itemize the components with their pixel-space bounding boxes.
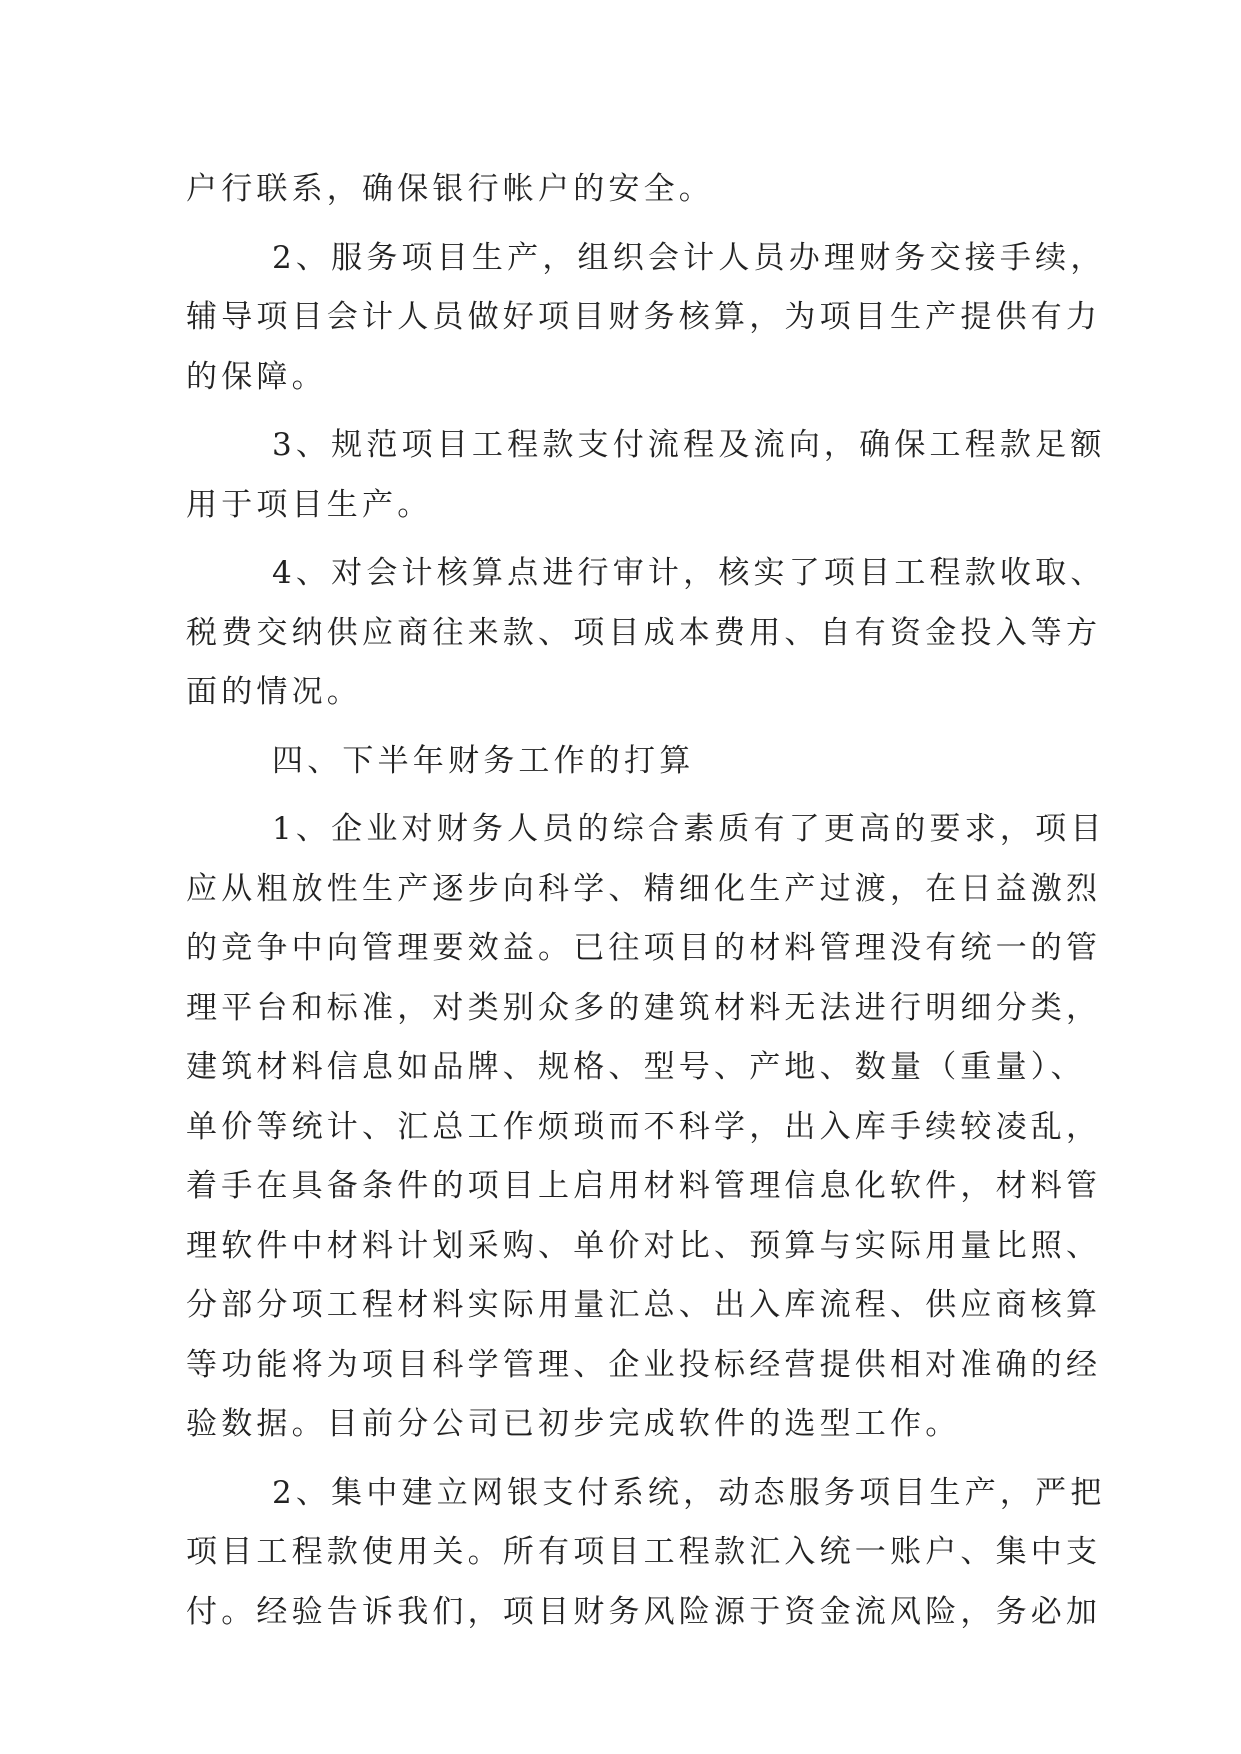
- paragraph-line: 用于项目生产。: [186, 486, 433, 523]
- paragraph-line: 付。经验告诉我们，项目财务风险源于资金流风险，务必加: [186, 1593, 1102, 1630]
- document-body: [186, 160, 1106, 1642]
- paragraph-line: 2、服务项目生产，组织会计人员办理财务交接手续，: [272, 239, 1106, 276]
- paragraph-line: 税费交纳供应商往来款、项目成本费用、自有资金投入等方: [186, 614, 1102, 651]
- paragraph-line: 理软件中材料计划采购、单价对比、预算与实际用量比照、: [186, 1227, 1102, 1264]
- paragraph-line: 理平台和标准，对类别众多的建筑材料无法进行明细分类，: [186, 989, 1102, 1026]
- paragraph-line: 辅导项目会计人员做好项目财务核算，为项目生产提供有力: [186, 299, 1102, 335]
- paragraph-line: 4、对会计核算点进行审计，核实了项目工程款收取、: [272, 555, 1106, 591]
- paragraph-line: 分部分项工程材料实际用量汇总、出入库流程、供应商核算: [186, 1287, 1102, 1323]
- paragraph-line: 3、规范项目工程款支付流程及流向，确保工程款足额: [272, 427, 1106, 463]
- paragraph-line: 2、集中建立网银支付系统，动态服务项目生产，严把: [272, 1474, 1106, 1511]
- paragraph-line: 应从粗放性生产逐步向科学、精细化生产过渡，在日益激烈: [186, 870, 1102, 907]
- paragraph-line: 验数据。目前分公司已初步完成软件的选型工作。: [186, 1406, 961, 1442]
- section-heading: 四、下半年财务工作的打算: [272, 742, 695, 779]
- paragraph-line: 面的情况。: [186, 674, 362, 710]
- paragraph-line: 1、企业对财务人员的综合素质有了更高的要求，项目: [272, 811, 1106, 847]
- paragraph-line: 的保障。: [186, 358, 327, 395]
- paragraph-line: 的竞争中向管理要效益。已往项目的材料管理没有统一的管: [186, 930, 1102, 966]
- paragraph-line: 等功能将为项目科学管理、企业投标经营提供相对准确的经: [186, 1346, 1102, 1383]
- paragraph-line: 着手在具备条件的项目上启用材料管理信息化软件，材料管: [186, 1168, 1102, 1204]
- paragraph-line: 户行联系，确保银行帐户的安全。: [186, 171, 714, 207]
- paragraph-line: 单价等统计、汇总工作烦琐而不科学，出入库手续较凌乱，: [186, 1108, 1102, 1145]
- paragraph-line: 项目工程款使用关。所有项目工程款汇入统一账户、集中支: [186, 1534, 1102, 1570]
- paragraph-line: 建筑材料信息如品牌、规格、型号、产地、数量（重量）、: [186, 1049, 1086, 1085]
